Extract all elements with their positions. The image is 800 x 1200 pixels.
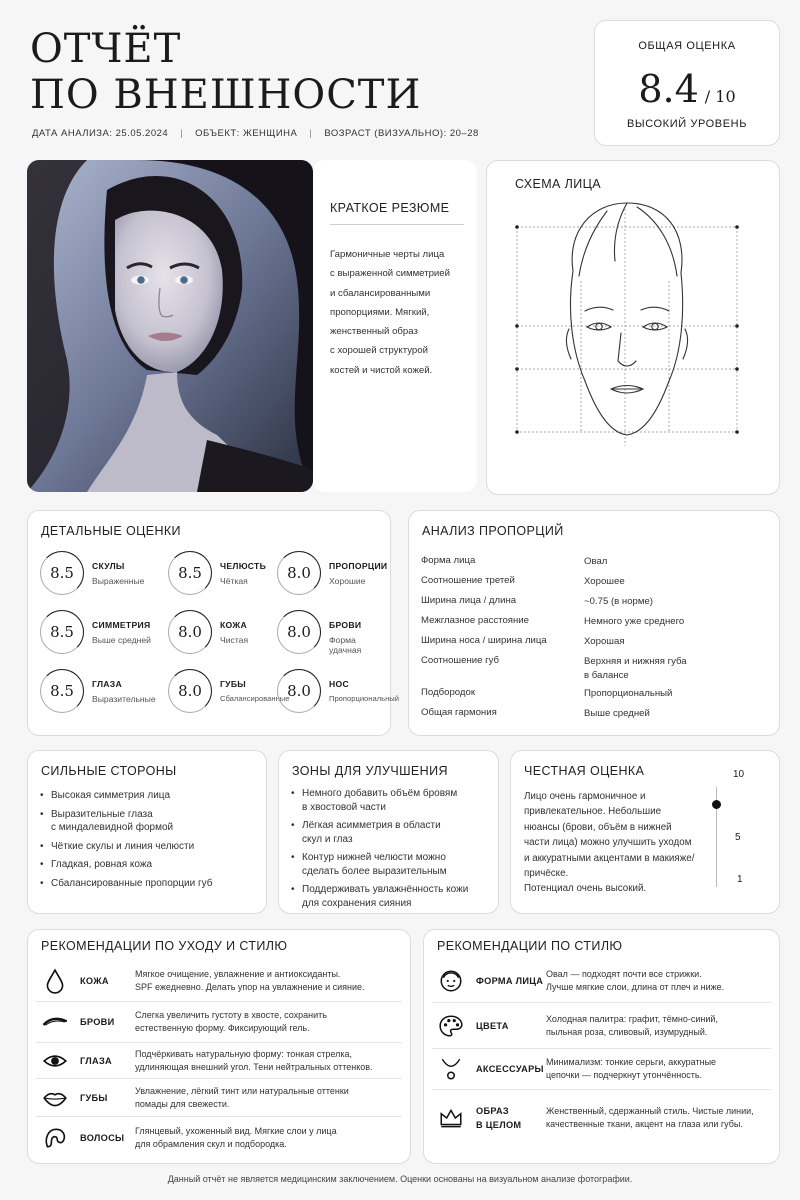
summary-line: с хорошей структурой (330, 345, 428, 357)
meta-separator: | (180, 128, 184, 139)
proportion-value: Хорошее (584, 576, 625, 587)
face-icon (432, 968, 470, 994)
rating-title: ГЛАЗА (92, 679, 122, 689)
bullet-item: • Высокая симметрия лица (39, 789, 258, 803)
proportion-row (421, 687, 767, 701)
face-scheme-drawing (487, 161, 781, 496)
rating-subtitle: Выше средней (92, 635, 151, 645)
recommendation-text: Мягкое очищение, увлажнение и антиоксиданты. SPF ежедневно. Делать упор на увлажнение и сияние. (135, 968, 365, 992)
recommendation-row (36, 960, 402, 1002)
eye-icon (36, 1048, 74, 1074)
rating-circle: 8.5 (40, 669, 84, 713)
rating-title: ПРОПОРЦИИ (329, 561, 388, 571)
rating-circle: 8.5 (40, 610, 84, 654)
summary-heading: КРАТКОЕ РЕЗЮМЕ (330, 201, 450, 215)
proportion-value: Верхняя и нижняя губа в балансе (584, 656, 687, 681)
recommendation-text: Слегка увеличить густоту в хвосте, сохранить естественную форму. Фиксирующий гель. (135, 1010, 327, 1033)
meta-separator: | (309, 128, 313, 139)
rating-subtitle: Пропорциональный (329, 694, 399, 703)
recommendation-name: БРОВИ (80, 1017, 115, 1027)
strengths-heading: СИЛЬНЫЕ СТОРОНЫ (41, 764, 177, 778)
rating-circle: 8.0 (277, 551, 321, 595)
improvements-list (290, 787, 492, 915)
proportion-value: Пропорциональный (584, 688, 673, 699)
meta-line (32, 128, 479, 139)
improvements-card (278, 750, 499, 914)
recommendation-text: Глянцевый, ухоженный вид. Мягкие слои у лица для обрамления скул и подбородка. (135, 1126, 337, 1149)
proportion-value: Хорошая (584, 636, 625, 647)
drop-icon (36, 968, 74, 994)
summary-line: пропорциями. Мягкий, (330, 306, 430, 318)
rating-circle: 8.0 (168, 610, 212, 654)
visual-age: ВОЗРАСТ (ВИЗУАЛЬНО): 20–28 (324, 128, 479, 139)
rating-circle: 8.0 (277, 669, 321, 713)
subject: ОБЪЕКТ: ЖЕНЩИНА (195, 128, 298, 139)
rating-circle: 8.5 (40, 551, 84, 595)
proportion-row (421, 555, 767, 569)
summary-line: костей и чистой кожей. (330, 364, 433, 376)
recommendation-text: Увлажнение, лёгкий тинт или натуральные оттенки помады для свежести. (135, 1085, 349, 1109)
portrait-photo (27, 160, 313, 492)
proportion-key: Ширина носа / ширина лица (421, 635, 547, 646)
rating-subtitle: Выразительные (92, 694, 156, 704)
title-line-2: ПО ВНЕШНОСТИ (30, 72, 422, 118)
rating-title: СКУЛЫ (92, 561, 125, 571)
summary-line: Гармоничные черты лица (330, 249, 445, 260)
crown-icon (432, 1105, 470, 1131)
title-line-1: ОТЧЁТ (30, 26, 182, 72)
recommendation-row (36, 1117, 402, 1159)
recommendation-row (432, 1090, 771, 1145)
rating-subtitle: Выраженные (92, 576, 145, 586)
bullet-item: • Гладкая, ровная кожа (39, 858, 258, 872)
proportion-row (421, 707, 767, 721)
recommendation-text: Минимализм: тонкие серьги, аккуратные цепочки — подчеркнут утончённость. (546, 1057, 717, 1080)
care-heading: РЕКОМЕНДАЦИИ ПО УХОДУ И СТИЛЮ (41, 939, 288, 953)
recommendation-name: ГУБЫ (80, 1092, 108, 1103)
proportion-value: ~0.75 (в норме) (584, 596, 653, 607)
recommendation-row (432, 960, 771, 1003)
proportion-row (421, 575, 767, 589)
recommendation-text: Женственный, сдержанный стиль. Чистые линии, качественные ткани, акцент на глаза или губы. (546, 1105, 754, 1129)
rating-title: ЧЕЛЮСТЬ (220, 561, 267, 571)
rating-circle: 8.0 (277, 610, 321, 654)
report-title (30, 26, 421, 118)
recommendation-row (432, 1003, 771, 1049)
recommendation-row (36, 1079, 402, 1117)
disclaimer: Данный отчёт не является медицинским заключением. Оценки основаны на визуальном анализе фотографии. (167, 1174, 633, 1184)
recommendation-row (36, 1043, 402, 1079)
proportion-value: Немного уже среднего (584, 616, 685, 627)
rating-subtitle: Сбалансированные (220, 694, 290, 703)
overall-score-number: 8.4 (638, 67, 699, 111)
recommendation-name: ГЛАЗА (80, 1055, 112, 1066)
proportion-row (421, 635, 767, 649)
hair-icon (36, 1125, 74, 1151)
recommendation-name: ОБРАЗ В ЦЕЛОМ (476, 1105, 522, 1130)
proportion-value: Овал (584, 556, 608, 567)
recommendation-name: КОЖА (80, 975, 109, 986)
detailed-scores-card (27, 510, 399, 736)
improvements-heading: ЗОНЫ ДЛЯ УЛУЧШЕНИЯ (292, 764, 448, 778)
proportion-row (421, 595, 767, 609)
recommendation-text: Холодная палитра: графит, тёмно-синий, пыльная роза, сливовый, изумрудный. (546, 1013, 718, 1037)
honest-text: Лицо очень гармоничное и привлекательное. Небольшие нюансы (брови, объём в нижней части лица) можно улучшить уходом и аккуратными акцентами в макияже/причёске. Потенциал очень высокий. (524, 791, 695, 895)
recommendation-row (432, 1049, 771, 1090)
summary-line: женственный образ (330, 326, 418, 338)
scale-label-5: 5 (735, 832, 741, 843)
palette-icon (432, 1013, 470, 1039)
bullet-item: • Контур нижней челюсти можно сделать более выразительным (290, 851, 492, 878)
analysis-date: ДАТА АНАЛИЗА: 25.05.2024 (32, 128, 169, 139)
rating-circle: 8.0 (168, 669, 212, 713)
recommendation-text: Овал — подходят почти все стрижки. Лучше мягкие слои, длина от плеч и ниже. (546, 969, 725, 992)
bullet-item: • Выразительные глаза с миндалевидной формой (39, 808, 258, 835)
proportion-key: Общая гармония (421, 707, 497, 718)
recommendation-name: ФОРМА ЛИЦА (476, 976, 544, 986)
necklace-icon (432, 1056, 470, 1082)
proportion-key: Ширина лица / длина (421, 595, 517, 606)
bullet-item: • Сбалансированные пропорции губ (39, 877, 258, 891)
strengths-list (39, 789, 258, 895)
rating-subtitle: Чистая (220, 635, 249, 645)
proportion-row (421, 615, 767, 629)
summary-text (330, 245, 450, 380)
rating-title: КОЖА (220, 620, 247, 630)
proportion-key: Межглазное расстояние (421, 615, 529, 626)
recommendation-name: АКСЕССУАРЫ (476, 1064, 544, 1074)
honest-card (510, 750, 780, 914)
honest-heading: ЧЕСТНАЯ ОЦЕНКА (524, 764, 645, 778)
overall-score-card (594, 20, 780, 146)
proportion-row (421, 655, 767, 683)
rating-title: СИММЕТРИЯ (92, 620, 151, 630)
honest-scale (723, 769, 763, 889)
face-scheme-card (486, 160, 780, 495)
proportion-key: Форма лица (421, 555, 476, 566)
proportion-key: Подбородок (421, 687, 476, 698)
strengths-card (27, 750, 267, 914)
proportion-key: Соотношение третей (421, 575, 515, 586)
rating-subtitle: Хорошие (329, 576, 366, 586)
bullet-item: • Чёткие скулы и линия челюсти (39, 840, 258, 854)
overall-level: ВЫСОКИЙ УРОВЕНЬ (626, 118, 748, 130)
overall-score-label: ОБЩАЯ ОЦЕНКА (638, 40, 736, 52)
recommendation-name: ВОЛОСЫ (80, 1133, 125, 1143)
scale-label-1: 1 (737, 874, 743, 885)
rating-title: БРОВИ (329, 620, 362, 630)
summary-line: с выраженной симметрией (330, 268, 450, 280)
rating-circle: 8.5 (168, 551, 212, 595)
proportions-card (408, 510, 780, 736)
rating-subtitle: Чёткая (220, 576, 248, 586)
summary-line: и сбалансированными (330, 287, 431, 299)
recommendation-name: ЦВЕТА (476, 1020, 509, 1031)
rating-title: ГУБЫ (220, 679, 247, 689)
proportions-heading: АНАЛИЗ ПРОПОРЦИЙ (422, 524, 564, 538)
lips-icon (36, 1085, 74, 1111)
rating-title: НОС (329, 679, 349, 689)
face-scheme-heading: СХЕМА ЛИЦА (515, 177, 601, 191)
detailed-heading: ДЕТАЛЬНЫЕ ОЦЕНКИ (41, 524, 181, 538)
recommendation-row (36, 1002, 402, 1043)
overall-score-max: / 10 (704, 87, 736, 106)
rating-subtitle: Форма удачная (329, 635, 362, 655)
care-card (27, 929, 411, 1164)
brow-icon (36, 1009, 74, 1035)
summary-card (313, 160, 477, 492)
bullet-item: • Немного добавить объём бровям в хвостовой части (290, 787, 492, 814)
recommendation-text: Подчёркивать натуральную форму: тонкая стрелка, удлиняющая внешний угол. Тени нейтральных оттенков. (135, 1048, 373, 1072)
proportion-value: Выше средней (584, 708, 650, 719)
scale-label-10: 10 (733, 769, 745, 780)
bullet-item: • Поддерживать увлажнённость кожи для сохранения сияния (290, 883, 492, 910)
proportion-key: Соотношение губ (421, 655, 500, 666)
bullet-item: • Лёгкая асимметрия в области скул и глаз (290, 819, 492, 846)
style-card (423, 929, 780, 1164)
summary-divider (330, 224, 464, 225)
scale-marker (712, 800, 721, 809)
overall-score-value (595, 67, 779, 111)
style-heading: РЕКОМЕНДАЦИИ ПО СТИЛЮ (437, 939, 623, 953)
